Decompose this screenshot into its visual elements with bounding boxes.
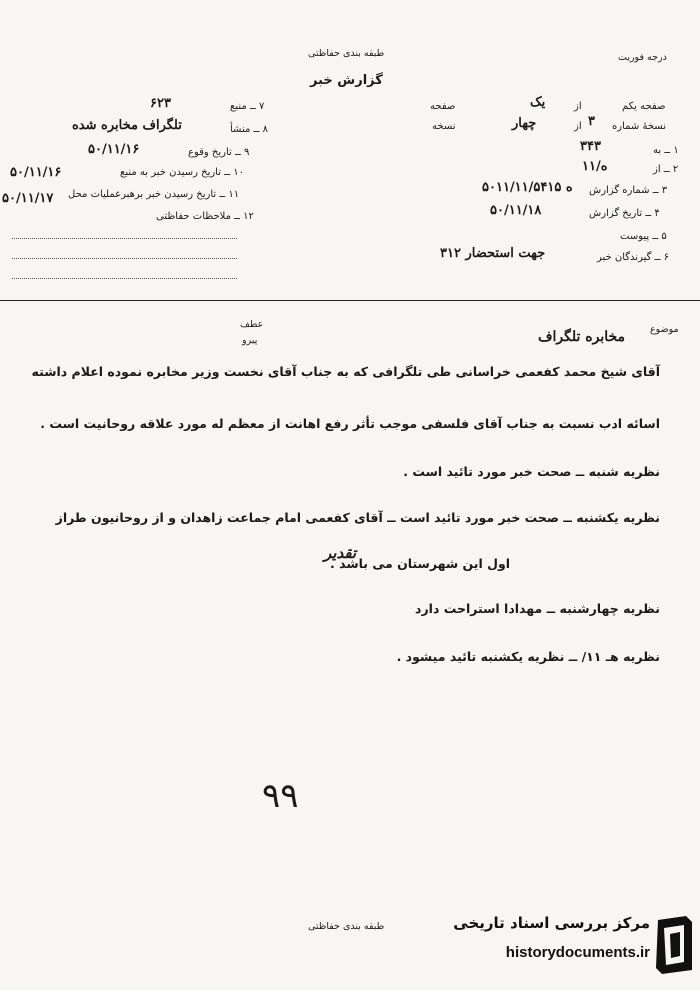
remarks-label: ۱۲ ــ ملاحظات حفاظتی: [156, 211, 254, 222]
from-label: ۲ ــ از: [653, 164, 679, 175]
recipients-label: ۶ ــ گیرندگان خبر: [597, 252, 669, 263]
recipients-value: ۳۱۲ جهت استحضار: [440, 246, 546, 261]
page-value: یک: [530, 95, 546, 110]
copy-total: چهار: [512, 116, 537, 131]
occurrence-label: ۹ ــ تاریخ وقوع: [188, 147, 250, 158]
origin-value: تلگراف مخابره شده: [72, 118, 182, 133]
copy-of: از: [574, 121, 582, 132]
received-value: ۵۰/۱۱/۱۶: [10, 165, 62, 180]
body-line-7: نظریه هـ ۱۱/ ــ نظریه یکشنبه تائید میشود .: [396, 649, 660, 664]
body-line-5: اول این شهرستان می باشد .: [330, 556, 510, 571]
source-value: ۶۲۳: [150, 96, 171, 111]
copy-value: ۳: [588, 114, 595, 129]
body-line-1: آقای شیخ محمد کفعمی خراسانی طی تلگرافی که به جناب آقای نخست وزیر مخابره نموده اعلام داشته: [31, 364, 660, 379]
watermark-url: historydocuments.ir: [505, 944, 650, 961]
report-date-value: ۵۰/۱۱/۱۸: [490, 203, 542, 218]
copy-unit: نسخه: [432, 121, 456, 132]
origin-label: ۸ ــ منشأ: [230, 124, 268, 135]
reference-peyro: پیرو: [242, 335, 258, 346]
report-title: گزارش خبر: [310, 73, 383, 88]
page-of: از: [574, 101, 582, 112]
report-no-label: ۳ ــ شماره گزارش: [589, 185, 668, 196]
body-line-2: اسائه ادب نسبت به جناب آقای فلسفی موجب تأثر رفع اهانت از معظم له مورد علاقه روحانیت است .: [40, 416, 660, 431]
page-unit: صفحه: [430, 101, 456, 112]
from-value: ۱۱/ه: [582, 159, 608, 174]
divider: [0, 300, 700, 301]
copy-label: نسخهٔ شماره: [612, 121, 666, 132]
report-no-value: ۵۰۱۱/۱۱/۵۴۱۵ ه: [482, 180, 573, 195]
page-label: صفحه یکم: [622, 101, 666, 112]
body-line-6: نظریه چهارشنبه ــ مهدادا استراحت دارد: [415, 601, 660, 616]
occurrence-value: ۵۰/۱۱/۱۶: [88, 142, 140, 157]
handwritten-note: تقدیر: [324, 544, 357, 562]
received-ops-label: ۱۱ ــ تاریخ رسیدن خبر برهبرعملیات محل: [68, 189, 240, 200]
urgency-label: درجه فوریت: [618, 52, 667, 63]
blank-line: [12, 258, 237, 259]
attachment-label: ۵ ــ پیوست: [620, 231, 667, 242]
subject-value: مخابره تلگراف: [538, 329, 626, 345]
body-line-3: نظریه شنبه ــ صحت خبر مورد تائید است .: [403, 464, 660, 479]
to-value: ۳۴۳: [580, 139, 601, 154]
received-ops-value: ۵۰/۱۱/۱۷: [2, 191, 54, 206]
blank-line: [12, 278, 237, 279]
reference-atf: عطف: [240, 319, 264, 330]
watermark-title: مرکز بررسی اسناد تاریخی: [453, 914, 650, 932]
subject-label: موضوع: [650, 324, 679, 335]
page-number: ۹۹: [262, 776, 299, 816]
body-line-4: نظریه یکشنبه ــ صحت خبر مورد تائید است ــ آقای کفعمی امام جماعت زاهدان و از روحانیون طراز: [55, 510, 660, 525]
received-label: ۱۰ ــ تاریخ رسیدن خبر به منبع: [120, 167, 244, 178]
classification-top: طبقه بندی حفاظتی: [308, 48, 385, 59]
classification-bottom: طبقه بندی حفاظتی: [308, 921, 385, 932]
report-date-label: ۴ ــ تاریخ گزارش: [589, 208, 660, 219]
blank-line: [12, 238, 237, 239]
to-label: ۱ ــ به: [653, 145, 679, 156]
source-label: ۷ ــ منبع: [230, 101, 265, 112]
watermark: [424, 908, 696, 982]
archive-logo-icon: [652, 912, 696, 976]
